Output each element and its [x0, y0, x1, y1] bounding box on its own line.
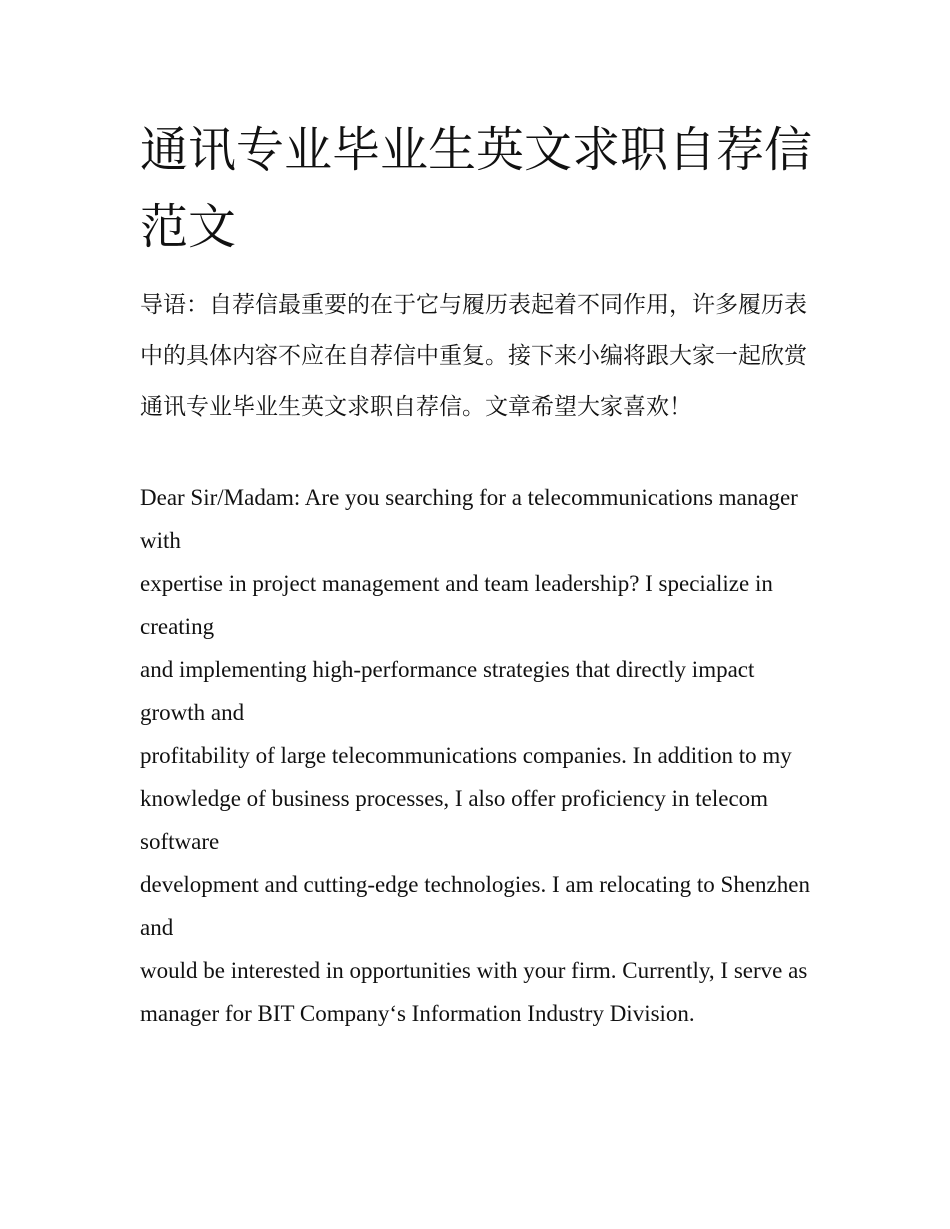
letter-line: profitability of large telecommunications companies. In addition to my — [140, 743, 792, 768]
letter-body — [140, 476, 820, 1035]
letter-line: development and cutting-edge technologies. I am relocating to Shenzhen and — [140, 872, 810, 940]
intro-paragraph: 导语：自荐信最重要的在于它与履历表起着不同作用，许多履历表中的具体内容不应在自荐信中重复。接下来小编将跟大家一起欣赏通讯专业毕业生英文求职自荐信。文章希望大家喜欢！ — [140, 292, 807, 420]
letter-line: would be interested in opportunities with your firm. Currently, I serve as — [140, 958, 808, 983]
letter-line: Dear Sir/Madam: Are you searching for a telecommunications manager with — [140, 485, 798, 553]
page-title: 通讯专业毕业生英文求职自荐信范文 — [140, 122, 813, 255]
letter-line: manager for BIT Company‘s Information Industry Division. — [140, 1001, 695, 1026]
letter-line: and implementing high-performance strategies that directly impact growth and — [140, 657, 755, 725]
letter-line: knowledge of business processes, I also offer proficiency in telecom software — [140, 786, 769, 854]
letter-line: expertise in project management and team leadership? I specialize in creating — [140, 571, 773, 639]
